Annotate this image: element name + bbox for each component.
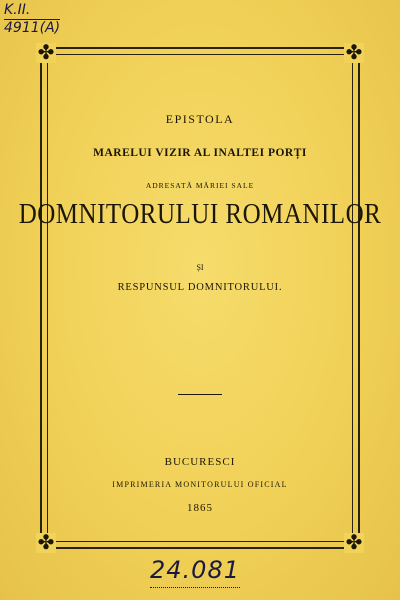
imprint-city: BUCURESCI: [164, 456, 236, 468]
corner-ornament-icon: ✤: [37, 532, 55, 554]
corner-ornament-icon: ✤: [345, 532, 363, 554]
corner-ornament-icon: ✤: [345, 42, 363, 64]
title-domnitorului-romanilor: DOMNITORULUI ROMANILOR: [18, 199, 382, 230]
title-conjunction: ȘI: [196, 263, 204, 272]
inner-border-frame: [47, 54, 353, 542]
shelfmark-line-1: K.II.: [4, 2, 60, 20]
corner-ornament-icon: ✤: [37, 42, 55, 64]
inventory-number-text: 24.081: [150, 556, 240, 584]
imprint-printer: IMPRIMERIA MONITORULUI OFICIAL: [112, 480, 288, 489]
title-epistola: EPISTOLA: [165, 112, 235, 126]
title-respunsul: RESPUNSUL DOMNITORULUI.: [117, 282, 283, 293]
title-adresata: ADRESATĂ MĂRIEI SALE: [145, 181, 255, 190]
archive-shelfmark-label: [4, 2, 60, 37]
section-divider: [178, 394, 222, 395]
shelfmark-line-2: 4911(A): [4, 20, 61, 36]
imprint-year: 1865: [187, 502, 213, 514]
inventory-number-underline: [150, 587, 240, 588]
handwritten-inventory-number: [150, 556, 240, 584]
title-marelui-vizir: MARELUI VIZIR AL INALTEI PORȚI: [93, 147, 307, 159]
